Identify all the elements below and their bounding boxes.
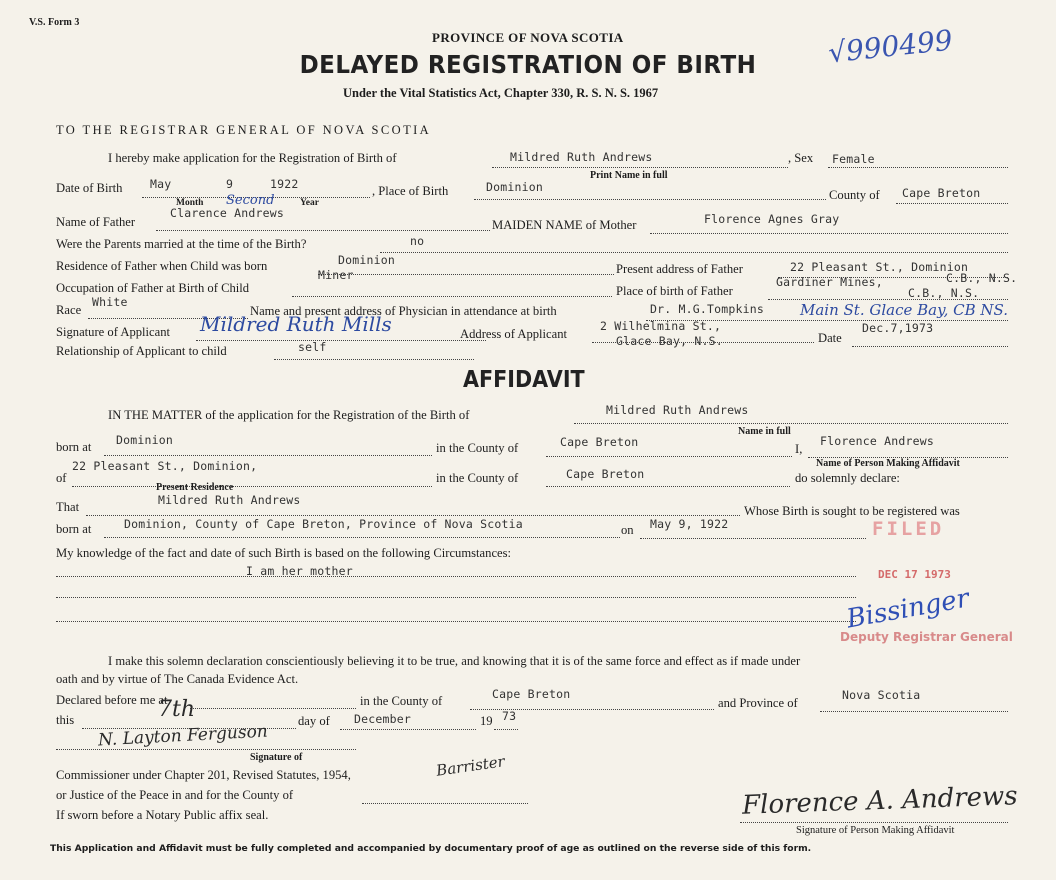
sex-label: , Sex [788, 151, 814, 165]
dob-year-value: 1922 [270, 177, 299, 191]
nineteen-label: 19 [480, 714, 493, 728]
footer-note: This Application and Affidavit must be fully completed and accompanied by documentary proof of age as outlined on the reverse side of this form. [50, 843, 812, 854]
circumstance-line-1 [56, 576, 856, 577]
occupation-line [292, 296, 612, 297]
signature-of-label: Signature of [250, 752, 303, 763]
in-matter-line [574, 423, 1008, 424]
affiant-signature-line [740, 822, 1008, 823]
born-at-label: born at [56, 440, 92, 454]
race-label: Race [56, 303, 82, 317]
married-value: no [410, 234, 425, 248]
residence-label: Residence of Father when Child was born [56, 259, 268, 273]
commissioner-signature-line [56, 749, 356, 750]
circumstance-line-3 [56, 621, 856, 622]
aff-residence: 22 Pleasant St., Dominion, [72, 459, 258, 473]
child-name-line [492, 167, 788, 168]
present-address-value: 22 Pleasant St., Dominion [790, 260, 969, 274]
that-line [86, 515, 740, 516]
race-value: White [92, 295, 128, 309]
father-birthplace-value: Gardiner Mines, [776, 275, 883, 289]
form-title: DELAYED REGISTRATION OF BIRTH [299, 50, 757, 79]
this-label: this [56, 713, 75, 727]
married-line [380, 252, 1008, 253]
affiant-signature: Florence A. Andrews [741, 781, 1019, 821]
month-value: December [354, 712, 411, 726]
justice-label: or Justice of the Peace in and for the County of [56, 788, 294, 802]
year-line [494, 729, 518, 730]
occupation-label: Occupation of Father at Birth of Child [56, 281, 250, 295]
day-of-line [340, 729, 476, 730]
dob-day-value: 9 [226, 177, 234, 191]
in-matter-label: IN THE MATTER of the application for the Registration of the Birth of [108, 408, 470, 422]
solemnly-label: do solemnly declare: [795, 471, 900, 485]
address-applicant-label: Address of Applicant [460, 327, 568, 341]
aff-born-at: Dominion [116, 433, 173, 447]
residence-value: Dominion [338, 253, 395, 267]
child-name-value: Mildred Ruth Andrews [510, 150, 653, 164]
county-label: County of [829, 188, 880, 202]
aff-circumstance: I am her mother [246, 564, 353, 578]
file-number: √990499 [826, 23, 955, 70]
declaration-line-1: I make this solemn declaration conscientiously believing it to be true, and knowing that it is of the same force and effect as if made under [108, 654, 801, 668]
married-label: Were the Parents married at the time of the Birth? [56, 237, 307, 251]
filed-stamp: FILED [872, 518, 945, 540]
application-label: I hereby make application for the Registration of Birth of [108, 151, 397, 165]
physician-label: Name and present address of Physician in attendance at birth [250, 304, 557, 318]
applicant-address-value-2: Glace Bay, N.S. [616, 334, 723, 348]
i-label: I, [795, 442, 803, 456]
notary-label: If sworn before a Notary Public affix seal. [56, 808, 269, 822]
declaration-line-2: oath and by virtue of The Canada Evidence Act. [56, 672, 299, 686]
on-line [640, 538, 866, 539]
province-line [820, 711, 1008, 712]
place-of-birth-value: Dominion [486, 180, 543, 194]
declared-at-line [190, 708, 356, 709]
day-of-label: day of [298, 714, 330, 728]
signature-applicant-label: Signature of Applicant [56, 325, 171, 339]
aff-person: Florence Andrews [820, 434, 934, 448]
signature-applicant-line [196, 340, 486, 341]
dob-month-value: May [150, 177, 172, 191]
sex-line [828, 167, 1008, 168]
present-residence-hint: Present Residence [156, 482, 234, 493]
aff-county2: Cape Breton [566, 467, 645, 481]
knowledge-label: My knowledge of the fact and date of such Birth is based on the following Circumstances: [56, 546, 512, 560]
province-label: and Province of [718, 696, 798, 710]
justice-line [362, 803, 528, 804]
born-at-line [104, 455, 432, 456]
province-heading: PROVINCE OF NOVA SCOTIA [432, 30, 624, 45]
place-of-birth-label: , Place of Birth [372, 184, 449, 198]
dob-label: Date of Birth [56, 181, 123, 195]
aff-born-place: Dominion, County of Cape Breton, Province of Nova Scotia [124, 517, 523, 531]
father-birthplace-value-2: C.B., N.S. [908, 286, 980, 300]
circumstance-line-2 [56, 597, 856, 598]
aff-county: Cape Breton [560, 435, 639, 449]
physician-address-hand: Main St. Glace Bay, CB NS. [800, 301, 1009, 319]
aff-child-name: Mildred Ruth Andrews [606, 403, 749, 417]
decl-county-label: in the County of [360, 694, 443, 708]
father-birthplace-label: Place of birth of Father [616, 284, 733, 298]
born-place-line [104, 537, 620, 538]
affidavit-heading: AFFIDAVIT [463, 367, 585, 393]
aff-on: May 9, 1922 [650, 517, 729, 531]
relationship-label: Relationship of Applicant to child [56, 344, 227, 358]
place-line [474, 199, 826, 200]
date-label: Date [818, 331, 842, 345]
father-line [156, 230, 490, 231]
commissioner-signature: N. Layton Ferguson [97, 721, 269, 751]
year-hint: Year [300, 198, 319, 208]
maiden-label: MAIDEN NAME of Mother [492, 218, 637, 232]
of-label: of [56, 471, 67, 485]
year-value: 73 [502, 709, 517, 723]
registrar-signature: Bissinger [844, 583, 972, 635]
county-of-label-2: in the County of [436, 471, 519, 485]
sex-value: Female [832, 152, 875, 166]
present-address-value-2: C.B., N.S. [946, 271, 1018, 285]
date-value: Dec.7,1973 [862, 321, 934, 335]
decl-county-value: Cape Breton [492, 687, 571, 701]
whose-birth-label: Whose Birth is sought to be registered was [744, 504, 960, 518]
addressee: TO THE REGISTRAR GENERAL OF NOVA SCOTIA [56, 123, 432, 137]
barrister-hand: Barrister [435, 752, 506, 780]
relationship-value: self [298, 340, 327, 354]
present-address-label: Present address of Father [616, 262, 743, 276]
applicant-address-value: 2 Wilhelmina St., [600, 319, 722, 333]
residence-aff-line [72, 486, 432, 487]
county-value: Cape Breton [902, 186, 981, 200]
aff-county2-line [546, 486, 790, 487]
dob-handwritten: Second [226, 193, 275, 208]
declared-before-label: Declared before me at [56, 693, 168, 707]
aff-county-line [546, 456, 792, 457]
person-hint: Name of Person Making Affidavit [816, 458, 960, 469]
residence-line [318, 274, 614, 275]
county-of-label: in the County of [436, 441, 519, 455]
form-number: V.S. Form 3 [29, 17, 80, 28]
maiden-line [650, 233, 1008, 234]
deputy-registrar: Deputy Registrar General [840, 630, 1013, 644]
relationship-line [274, 359, 474, 360]
form-subtitle: Under the Vital Statistics Act, Chapter 330, R. S. N. S. 1967 [343, 86, 659, 100]
stamp-date: DEC 17 1973 [878, 568, 951, 581]
aff-that: Mildred Ruth Andrews [158, 493, 301, 507]
name-in-full-hint: Name in full [738, 426, 791, 437]
mother-value: Florence Agnes Gray [704, 212, 840, 226]
born-at-label-2: born at [56, 522, 92, 536]
commissioner-label: Commissioner under Chapter 201, Revised Statutes, 1954, [56, 768, 351, 782]
occupation-value: Miner [318, 268, 354, 282]
father-label: Name of Father [56, 215, 136, 229]
physician-value: Dr. M.G.Tompkins [650, 302, 764, 316]
father-value: Clarence Andrews [170, 206, 284, 220]
signature-person-label: Signature of Person Making Affidavit [796, 825, 955, 836]
that-label: That [56, 500, 80, 514]
day-handwritten: 7th [158, 697, 196, 722]
on-label: on [621, 523, 634, 537]
date-line [852, 346, 1008, 347]
print-name-hint: Print Name in full [590, 170, 668, 181]
county-line [896, 203, 1008, 204]
decl-province-value: Nova Scotia [842, 688, 921, 702]
month-hint: Month [176, 198, 204, 208]
applicant-signature: Mildred Ruth Mills [200, 312, 392, 336]
